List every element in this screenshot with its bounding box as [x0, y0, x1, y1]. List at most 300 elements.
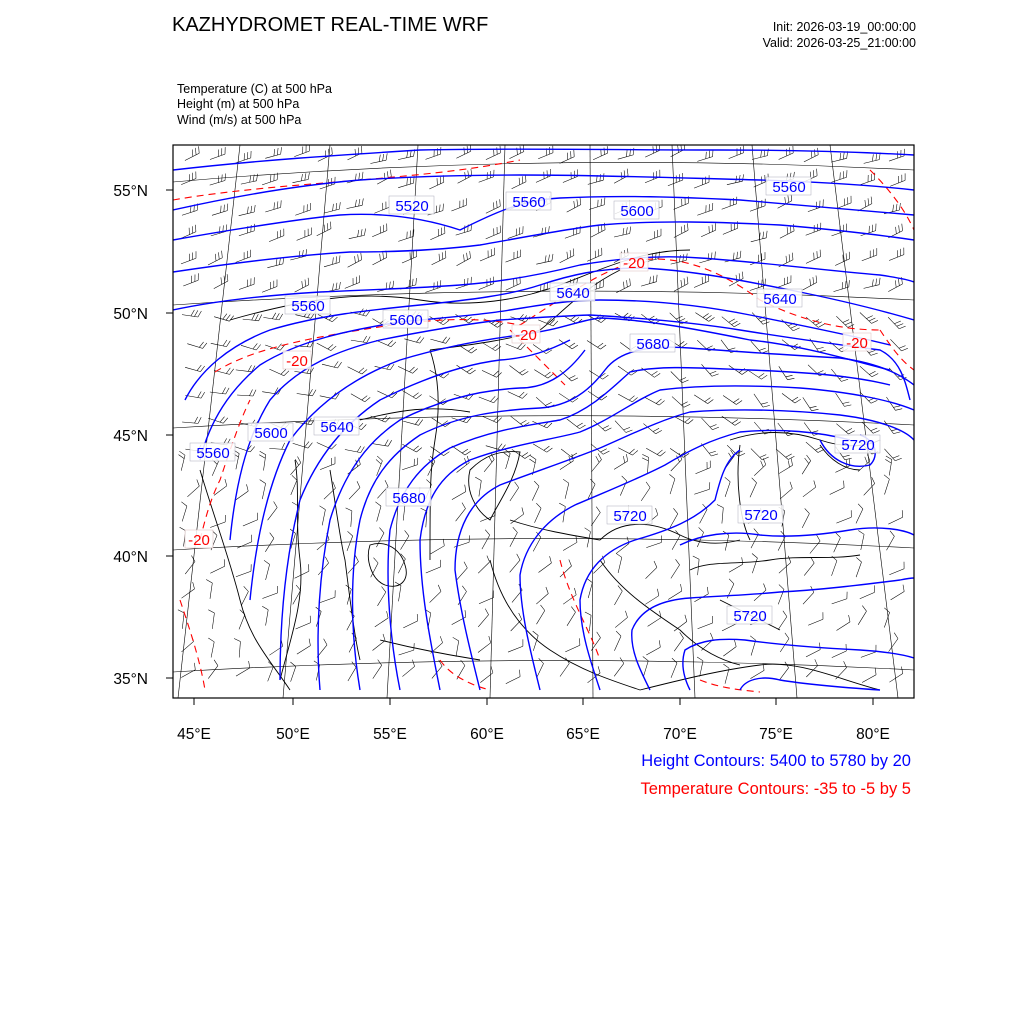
wind-barb-feather	[598, 226, 599, 233]
wind-barb-feather	[761, 150, 762, 157]
wind-barb	[425, 287, 440, 292]
wind-barb-feather	[871, 400, 877, 403]
wind-barb-feather	[742, 557, 743, 564]
wind-barb-feather	[626, 227, 627, 234]
wind-barb-feather	[440, 205, 441, 212]
wind-barb-feather	[520, 420, 526, 424]
wind-barb	[618, 394, 632, 402]
wind-barb-feather	[868, 198, 869, 205]
wind-barb	[317, 343, 331, 351]
wind-barb	[751, 449, 762, 460]
wind-barb	[806, 317, 818, 327]
wind-barb-feather	[805, 458, 809, 464]
wind-barb-feather	[790, 482, 792, 489]
wind-barb-feather	[598, 454, 601, 460]
wind-barb	[399, 586, 402, 602]
wind-barb	[398, 183, 413, 188]
wind-barb-feather	[412, 660, 414, 667]
wind-barb-feather	[890, 531, 894, 537]
wind-barb-feather	[893, 456, 900, 459]
wind-barb-feather	[652, 371, 658, 375]
wind-barb	[320, 464, 335, 470]
wind-barb-feather	[385, 440, 389, 446]
wind-barb	[237, 542, 252, 548]
wind-barb-feather	[736, 401, 742, 405]
wind-barb-feather	[331, 346, 336, 351]
wind-barb-feather	[793, 328, 799, 331]
wind-barb	[317, 540, 329, 550]
wind-barb-feather	[519, 178, 520, 185]
wind-barb-feather	[534, 481, 539, 486]
wind-barb-feather	[807, 455, 811, 461]
wind-barb	[782, 393, 795, 403]
wind-barb-feather	[383, 634, 385, 641]
wind-barb-feather	[569, 376, 575, 379]
wind-barb	[727, 181, 743, 185]
wind-barb-feather	[814, 481, 816, 488]
wind-barb-feather	[872, 320, 878, 323]
wind-barb	[671, 663, 677, 678]
height-label: 5600	[254, 425, 288, 442]
latitude-labels	[113, 183, 148, 688]
wind-barb-feather	[440, 636, 442, 643]
wind-barb	[266, 610, 269, 626]
wind-barb-feather	[623, 228, 624, 235]
wind-barb-feather	[462, 503, 466, 509]
wind-barb-feather	[630, 279, 631, 286]
wind-barb-feather	[493, 202, 494, 209]
wind-barb-feather	[622, 476, 627, 481]
wind-barb-feather	[616, 553, 622, 557]
wind-barb-feather	[221, 277, 222, 284]
wind-barb	[837, 622, 851, 631]
wind-barb	[479, 598, 494, 604]
wind-barb	[456, 231, 471, 236]
wind-barb-feather	[197, 480, 200, 487]
wind-barb-feather	[277, 201, 278, 208]
wind-barb-feather	[817, 371, 823, 374]
wind-barb-feather	[711, 454, 718, 456]
wind-barb-feather	[846, 281, 847, 288]
wind-barb	[779, 153, 794, 160]
wind-barb-feather	[325, 557, 328, 563]
wind-barb-feather	[522, 371, 528, 375]
wind-barb	[780, 488, 792, 499]
wind-barb-feather	[219, 252, 220, 259]
wind-barb	[591, 513, 600, 526]
wind-barb	[510, 533, 518, 547]
wind-barb	[262, 593, 277, 599]
wind-barb-feather	[270, 533, 274, 539]
wind-barb	[374, 207, 389, 213]
wind-barb-feather	[466, 317, 472, 321]
wind-barb	[806, 666, 817, 677]
wind-barb-feather	[737, 252, 738, 259]
wind-barb-feather	[462, 586, 466, 592]
wind-barb-feather	[871, 428, 878, 431]
wind-barb-feather	[324, 225, 325, 232]
wind-barb-feather	[416, 395, 422, 399]
wind-barb	[889, 255, 904, 261]
wind-barb-feather	[896, 204, 897, 211]
wind-barb	[641, 488, 650, 501]
wind-barb-feather	[334, 361, 338, 367]
wind-barb	[614, 636, 621, 651]
wind-barb-feather	[385, 480, 388, 486]
wind-barb-feather	[277, 148, 278, 155]
wind-barb	[646, 543, 661, 548]
wind-barb-feather	[521, 345, 526, 350]
wind-barb-feather	[298, 457, 301, 463]
longitude-labels	[177, 726, 890, 743]
wind-barb-feather	[585, 528, 591, 532]
wind-barb	[614, 234, 630, 238]
wind-barb	[672, 397, 684, 408]
wind-barb-feather	[626, 454, 627, 461]
wind-barb-feather	[729, 348, 736, 350]
wind-barb	[324, 209, 340, 213]
wind-barb-feather	[843, 455, 850, 457]
wind-barb-feather	[361, 447, 365, 453]
wind-barb-feather	[869, 371, 875, 374]
wind-barb-feather	[717, 505, 723, 508]
wind-barb-feather	[419, 420, 423, 426]
wind-barb-feather	[417, 614, 418, 621]
wind-barb	[262, 484, 265, 500]
wind-barb-feather	[329, 149, 330, 156]
wind-barb	[618, 448, 632, 455]
wind-barb-feather	[669, 474, 675, 478]
wind-barb	[835, 466, 850, 473]
lat-label-45: 45°N	[113, 428, 148, 445]
wind-barb-feather	[616, 631, 621, 636]
wind-barb-feather	[601, 199, 602, 206]
wind-barb	[889, 368, 900, 380]
wind-barb	[885, 479, 890, 494]
wind-barb-feather	[489, 456, 492, 462]
wind-barb-feather	[367, 337, 371, 343]
wind-barb	[697, 157, 712, 162]
wind-barb	[672, 536, 680, 550]
wind-barb-feather	[513, 527, 518, 532]
wind-barb	[668, 180, 683, 186]
height-label: 5640	[556, 285, 590, 302]
wind-barb-feather	[895, 458, 902, 461]
wind-barb	[752, 156, 768, 160]
wind-barb	[560, 566, 572, 577]
wind-barb	[320, 597, 335, 602]
height-label: 5560	[512, 194, 546, 211]
wind-barb-feather	[410, 177, 411, 184]
height-label: 5680	[636, 336, 670, 353]
wind-barb	[239, 212, 255, 216]
wind-barb-feather	[519, 613, 522, 619]
wind-barb-feather	[522, 507, 524, 514]
wind-barb-feather	[359, 173, 360, 180]
wind-barb	[778, 617, 787, 630]
wind-barb-feather	[485, 609, 488, 615]
wind-barb-feather	[688, 420, 693, 424]
wind-barb-feather	[684, 278, 685, 285]
wind-barb-feather	[465, 451, 471, 455]
wind-barb-feather	[706, 346, 712, 349]
wind-barb-feather	[223, 340, 227, 346]
wind-barb-feather	[379, 155, 380, 162]
wind-barb	[348, 667, 356, 681]
wind-barb-feather	[395, 582, 401, 586]
wind-barb-feather	[603, 426, 609, 429]
wind-barb-feather	[654, 561, 657, 567]
wind-barb-feather	[791, 459, 792, 466]
wind-barb-feather	[893, 406, 900, 408]
wind-barb	[722, 317, 734, 327]
wind-barb-feather	[624, 427, 631, 430]
wind-barb	[510, 560, 520, 572]
wind-barb	[399, 650, 414, 655]
temperature-contour-info: Temperature Contours: -35 to -5 by 5	[640, 780, 911, 798]
wind-barb-feather	[339, 256, 340, 263]
wind-barb-feather	[453, 637, 459, 641]
wind-barb	[185, 153, 199, 160]
wind-barb	[426, 567, 441, 573]
wind-barb-feather	[761, 461, 764, 468]
wind-barb-feather	[253, 390, 256, 396]
wind-barb	[694, 489, 709, 494]
wind-barb-feather	[468, 347, 474, 351]
wind-barb	[506, 677, 520, 684]
wind-barb-feather	[572, 378, 578, 381]
temperature-label: -20	[286, 353, 308, 370]
wind-barb-feather	[475, 477, 481, 481]
wind-barb-feather	[544, 446, 550, 450]
wind-barb	[269, 369, 284, 376]
wind-barb	[373, 665, 382, 678]
wind-barb-feather	[643, 657, 649, 661]
wind-barb-feather	[386, 153, 387, 160]
wind-barb-feather	[227, 274, 228, 281]
wind-barb	[889, 156, 904, 161]
wind-barb-feather	[464, 226, 465, 233]
page-title: KAZHYDROMET REAL-TIME WRF	[172, 14, 489, 36]
wind-barb-feather	[761, 375, 767, 379]
wind-barb-feather	[249, 661, 250, 668]
wind-barb-feather	[461, 660, 465, 666]
field-legend-wind: Wind (m/s) at 500 hPa	[177, 113, 302, 127]
wind-barb-feather	[407, 178, 408, 185]
wind-barb	[269, 236, 284, 242]
lat-label-35: 35°N	[113, 671, 148, 688]
wind-barb	[532, 486, 539, 500]
wind-barb-feather	[234, 639, 240, 642]
wind-barb-feather	[490, 396, 495, 401]
wind-barb-feather	[281, 369, 286, 374]
wind-barb-feather	[416, 278, 417, 285]
height-label: 5560	[291, 298, 325, 315]
wind-barb-feather	[885, 459, 891, 463]
wind-barb-feather	[763, 458, 766, 464]
wind-barb-feather	[656, 399, 661, 404]
wind-barb-feather	[729, 319, 735, 323]
valid-time: Valid: 2026-03-25_21:00:00	[762, 36, 916, 50]
wind-barb-feather	[198, 392, 202, 398]
wind-barb	[614, 461, 628, 469]
wind-barb	[698, 623, 713, 629]
wind-barb	[182, 422, 198, 423]
wind-barb-feather	[574, 588, 576, 595]
wind-barb	[646, 448, 660, 456]
wind-barb-feather	[812, 409, 819, 410]
wind-barb-feather	[766, 231, 767, 238]
wind-barb-feather	[872, 279, 873, 286]
wind-barb-feather	[302, 281, 303, 288]
wind-barb	[779, 366, 788, 379]
wind-barb-feather	[844, 405, 851, 407]
wind-barb	[806, 650, 820, 657]
wind-barb-feather	[438, 585, 441, 592]
wind-barb-feather	[734, 323, 740, 327]
wind-barb-feather	[569, 560, 572, 567]
wind-barb	[750, 670, 764, 678]
wind-barb-feather	[836, 533, 841, 538]
wind-barb	[618, 155, 633, 159]
wind-barb-feather	[194, 663, 195, 670]
wind-barb-feather	[739, 175, 740, 182]
temperature-label: -20	[846, 335, 868, 352]
wind-barb	[836, 517, 851, 523]
wind-barb-feather	[600, 345, 606, 349]
wind-barb-feather	[548, 255, 549, 262]
wind-barb-feather	[672, 658, 677, 663]
wind-barb-feather	[500, 199, 501, 206]
wind-barb	[856, 562, 861, 577]
wind-barb	[861, 534, 864, 550]
wind-barb	[563, 176, 578, 182]
wind-barb	[888, 317, 899, 329]
wind-barb-feather	[862, 606, 866, 612]
wind-barb	[458, 176, 472, 184]
wind-barb-feather	[374, 558, 379, 563]
wind-barb-feather	[365, 397, 370, 401]
wind-barb-feather	[573, 249, 574, 256]
wind-barb	[402, 465, 417, 470]
wind-barb-feather	[545, 402, 551, 405]
wind-barb-feather	[358, 230, 359, 237]
wind-barb-feather	[897, 324, 904, 327]
wind-barb	[373, 258, 387, 265]
wind-barb-feather	[362, 396, 368, 400]
wind-barb-feather	[590, 479, 595, 484]
wind-barb-feather	[206, 580, 212, 584]
wind-barb-feather	[436, 206, 437, 213]
wind-barb-feather	[377, 456, 382, 461]
wind-barb-feather	[214, 660, 218, 666]
wind-barb	[372, 231, 387, 237]
wind-barb-feather	[222, 175, 223, 182]
wind-barb	[754, 422, 764, 434]
wind-barb-feather	[679, 341, 685, 345]
wind-barb	[456, 509, 466, 522]
wind-barb-feather	[900, 203, 901, 210]
wind-barb	[830, 488, 844, 495]
wind-barb-feather	[541, 605, 545, 611]
wind-barb-feather	[840, 153, 841, 160]
wind-barb-feather	[710, 425, 717, 428]
wind-barb-feather	[786, 375, 793, 377]
wind-barb-feather	[846, 428, 852, 431]
height-label: 5720	[744, 507, 778, 524]
wind-barb	[348, 367, 362, 374]
wind-barb-feather	[732, 420, 738, 424]
wind-barb-feather	[416, 448, 421, 452]
wind-barb-feather	[355, 555, 358, 561]
wind-barb-feather	[244, 586, 249, 591]
wind-barb-feather	[849, 615, 850, 622]
height-label: 5640	[763, 291, 797, 308]
wind-barb-feather	[390, 170, 391, 177]
wind-barb-feather	[487, 556, 490, 562]
wind-barb-feather	[734, 640, 736, 647]
wind-barb	[648, 618, 661, 627]
wind-barb-feather	[603, 451, 609, 454]
wind-barb-feather	[684, 404, 690, 407]
wind-barb	[402, 391, 416, 399]
wind-barb	[832, 561, 837, 576]
wind-barb-feather	[813, 170, 814, 177]
wind-barb	[723, 228, 738, 234]
wind-barb	[181, 258, 196, 264]
wind-barb	[674, 416, 688, 424]
wind-barb-feather	[179, 455, 185, 459]
wind-barb-feather	[703, 314, 709, 318]
wind-barb-feather	[415, 419, 419, 425]
lon-label-50: 50°E	[276, 726, 310, 743]
wind-barb-feather	[440, 319, 446, 323]
lat-label-40: 40°N	[113, 549, 148, 566]
height-label: 5560	[196, 445, 230, 462]
wind-barb	[294, 151, 309, 157]
wind-barb	[454, 542, 469, 547]
wind-barb-feather	[646, 482, 650, 488]
wind-barb-feather	[712, 374, 719, 376]
wind-barb	[648, 457, 649, 473]
wind-barb	[780, 231, 794, 238]
wind-barb	[208, 258, 222, 265]
wind-barb-feather	[653, 276, 654, 283]
wind-barb-feather	[305, 280, 306, 287]
wind-barb-feather	[792, 397, 798, 401]
wind-barb	[615, 421, 626, 433]
wind-barb	[402, 666, 414, 676]
wind-barb	[808, 619, 823, 625]
wind-barb-feather	[442, 252, 443, 259]
lon-label-75: 75°E	[759, 726, 793, 743]
wind-barb	[479, 397, 494, 403]
wind-barb	[668, 591, 682, 600]
wind-barb	[591, 460, 601, 472]
wind-barb-feather	[333, 257, 334, 264]
wind-barb	[267, 264, 283, 268]
wind-barb	[506, 257, 521, 263]
wind-barb	[563, 507, 565, 523]
wind-barb	[587, 341, 600, 350]
wind-barb-feather	[224, 559, 225, 566]
wind-barb	[836, 424, 848, 434]
wind-barb	[479, 284, 494, 290]
wind-barb-feather	[439, 254, 440, 261]
wind-barb-feather	[656, 430, 662, 433]
wind-barb-feather	[901, 667, 902, 674]
wind-barb	[702, 418, 713, 430]
